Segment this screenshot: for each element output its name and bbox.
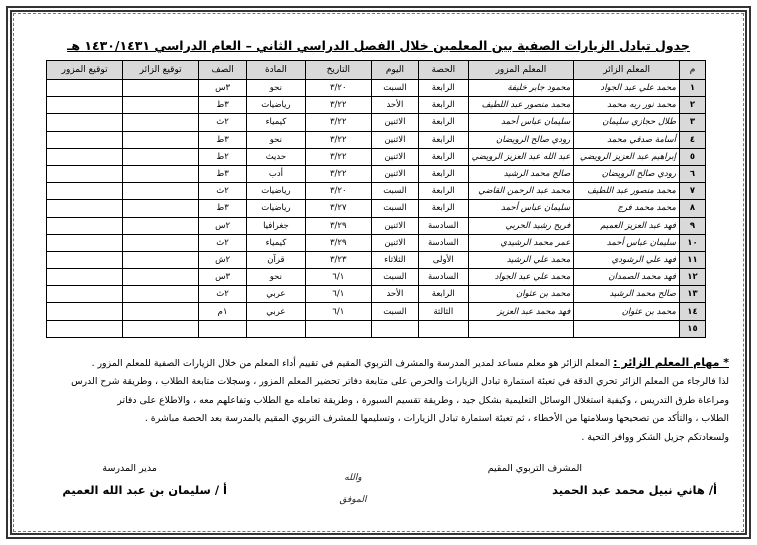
cell-visitor-signature xyxy=(123,269,199,286)
col-grade: الصف xyxy=(199,61,247,80)
cell-visited-signature xyxy=(47,234,123,251)
cell-n: ٤ xyxy=(679,131,705,148)
cell-grade: ٣ط xyxy=(199,165,247,182)
cell-visited-signature xyxy=(47,114,123,131)
table-row xyxy=(47,320,706,337)
cell-day: السبت xyxy=(371,183,418,200)
cell-date: ٣/٢٢ xyxy=(305,114,371,131)
cell-visitor-signature xyxy=(123,234,199,251)
cell-date: ٣/٢٩ xyxy=(305,234,371,251)
cell-subject: عربي xyxy=(247,303,305,320)
cell-subject: رياضيات xyxy=(247,200,305,217)
cell-n: ١٥ xyxy=(679,320,705,337)
cell-visited: عمر محمد الرشيدي xyxy=(468,234,574,251)
cell-visited-signature xyxy=(47,200,123,217)
supervisor-role: المشرف التربوي المقيم xyxy=(487,463,582,474)
col-day: اليوم xyxy=(371,61,418,80)
cell-grade: ١م xyxy=(199,303,247,320)
cell-date: ٣/٢٢ xyxy=(305,131,371,148)
cell-visited: محمد عبد الرحمن القاضي xyxy=(468,183,574,200)
table-row xyxy=(47,269,706,286)
cell-visited: فهد محمد عبد العزيز xyxy=(468,303,574,320)
cell-n: ٨ xyxy=(679,200,705,217)
cell-grade: ٣س xyxy=(199,269,247,286)
cell-period: الرابعة xyxy=(418,148,468,165)
cell-visited-signature xyxy=(47,320,123,337)
cell-period: السادسة xyxy=(418,269,468,286)
cell-visited: محمد علي عبد الجواد xyxy=(468,269,574,286)
cell-visited-signature xyxy=(47,251,123,268)
col-visited-signature: توقيع المزور xyxy=(47,61,123,80)
cell-n: ١٣ xyxy=(679,286,705,303)
cell-subject xyxy=(247,320,305,337)
cell-day: الأحد xyxy=(371,286,418,303)
cell-grade: ٢ث xyxy=(199,286,247,303)
cell-visitor-signature xyxy=(123,97,199,114)
cell-period: الرابعة xyxy=(418,165,468,182)
cell-visited: سليمان عباس أحمد xyxy=(468,200,574,217)
cell-visited: محمد بن عثوان xyxy=(468,286,574,303)
cell-visited-signature xyxy=(47,303,123,320)
cell-subject: جغرافيا xyxy=(247,217,305,234)
table-row xyxy=(47,183,706,200)
cell-grade: ٣ط xyxy=(199,200,247,217)
cell-subject: رياضيات xyxy=(247,183,305,200)
cell-visitor: فهد محمد الصمدان xyxy=(574,269,680,286)
cell-day: الاثنين xyxy=(371,131,418,148)
cell-visitor: فهد علي الرشودي xyxy=(574,251,680,268)
notes-line: الطلاب ، والتأكد من تصحيحها وسلامتها من الأخطاء ، ثم تعبئة استمارة تبادل الزيارات ، وتسليمها للمشرف التربوي المقيم بالمدرسة بعد الحصة مباشرة . xyxy=(144,413,729,425)
cell-visitor-signature xyxy=(123,148,199,165)
cell-subject: عربي xyxy=(247,286,305,303)
cell-date xyxy=(305,320,371,337)
cell-day: الأحد xyxy=(371,97,418,114)
cell-grade: ٣ط xyxy=(199,97,247,114)
table-header-row xyxy=(47,61,706,80)
cell-n: ٣ xyxy=(679,114,705,131)
cell-visitor-signature xyxy=(123,80,199,97)
cell-n: ١٤ xyxy=(679,303,705,320)
table-row xyxy=(47,165,706,182)
cell-period: الرابعة xyxy=(418,131,468,148)
cell-date: ٣/٢٢ xyxy=(305,165,371,182)
cell-visitor: أسامة صدقي محمد xyxy=(574,131,680,148)
cell-day: الثلاثاء xyxy=(371,251,418,268)
cell-date: ٣/٢٧ xyxy=(305,200,371,217)
cell-subject: أدب xyxy=(247,165,305,182)
notes-section xyxy=(26,354,729,447)
cell-period xyxy=(418,320,468,337)
cell-date: ٣/٢٠ xyxy=(305,183,371,200)
cell-visitor: رودي صالح الرويضان xyxy=(574,165,680,182)
table-row xyxy=(47,217,706,234)
cell-subject: قرآن xyxy=(247,251,305,268)
cell-period: الرابعة xyxy=(418,200,468,217)
cell-grade: ٢ث xyxy=(199,183,247,200)
cell-day: السبت xyxy=(371,303,418,320)
stamp: والله الموفق xyxy=(339,473,367,505)
cell-n: ٧ xyxy=(679,183,705,200)
principal-role: مدير المدرسة xyxy=(102,463,157,474)
cell-n: ٩ xyxy=(679,217,705,234)
table-row xyxy=(47,286,706,303)
cell-n: ٥ xyxy=(679,148,705,165)
cell-day: الاثنين xyxy=(371,234,418,251)
cell-day: الاثنين xyxy=(371,165,418,182)
cell-n: ٦ xyxy=(679,165,705,182)
cell-visited: محمد منصور عبد اللطيف xyxy=(468,97,574,114)
notes-line: ومراعاة طرق التدريس ، وكيفية استغلال الوسائل التعليمية بشكل جيد ، وطريقة تقسيم السبورة ، وطريقة تعامله مع الطلاب وتفاعلهم معه ، والاطلاع على دفاتر xyxy=(117,394,729,406)
cell-visited: عبد الله عبد العزيز الرويضي xyxy=(468,148,574,165)
cell-date: ٣/٢٢ xyxy=(305,97,371,114)
table-row xyxy=(47,131,706,148)
col-visitor-signature: توقيع الزائر xyxy=(123,61,199,80)
table-row xyxy=(47,251,706,268)
cell-grade: ٢س xyxy=(199,217,247,234)
cell-n: ١٠ xyxy=(679,234,705,251)
col-period: الحصة xyxy=(418,61,468,80)
cell-visitor-signature xyxy=(123,183,199,200)
cell-visitor: طلال حجازي سليمان xyxy=(574,114,680,131)
cell-visitor-signature xyxy=(123,114,199,131)
cell-visited-signature xyxy=(47,269,123,286)
cell-visited-signature xyxy=(47,131,123,148)
cell-visited-signature xyxy=(47,286,123,303)
cell-grade: ٢ش xyxy=(199,251,247,268)
cell-subject: رياضيات xyxy=(247,97,305,114)
cell-visitor-signature xyxy=(123,165,199,182)
cell-visitor: إبراهيم عبد العزيز الرويضي xyxy=(574,148,680,165)
cell-day: السبت xyxy=(371,80,418,97)
cell-date: ٣/٢٢ xyxy=(305,148,371,165)
cell-visited-signature xyxy=(47,217,123,234)
cell-visitor: فهد عبد العزيز العميم xyxy=(574,217,680,234)
table-row xyxy=(47,303,706,320)
cell-visitor-signature xyxy=(123,251,199,268)
cell-visited-signature xyxy=(47,80,123,97)
cell-visited: محمود جابر خليفة xyxy=(468,80,574,97)
cell-visited: رودي صالح الرويضان xyxy=(468,131,574,148)
notes-closing: ولسعادتكم جزيل الشكر ووافر التحية . xyxy=(581,431,729,443)
cell-visited: سليمان عباس أحمد xyxy=(468,114,574,131)
cell-date: ٣/٢٣ xyxy=(305,251,371,268)
cell-period: الأولى xyxy=(418,251,468,268)
notes-heading: * مهام المعلم الزائر : xyxy=(613,356,729,369)
visits-table xyxy=(46,60,706,338)
cell-grade: ٣س xyxy=(199,80,247,97)
cell-visitor: صالح محمد الرشيد xyxy=(574,286,680,303)
notes-line: المعلم الزائر هو معلم مساعد لمدير المدرسة والمشرف التربوي المقيم في تقييم أداء المعلم من خلال الزيارات الصفية للمعلم المزور . xyxy=(91,358,611,369)
cell-grade: ٢ث xyxy=(199,114,247,131)
cell-visited-signature xyxy=(47,165,123,182)
cell-grade: ٢ث xyxy=(199,234,247,251)
cell-n: ١ xyxy=(679,80,705,97)
cell-period: السادسة xyxy=(418,234,468,251)
cell-n: ١٢ xyxy=(679,269,705,286)
cell-subject: نحو xyxy=(247,269,305,286)
cell-n: ١١ xyxy=(679,251,705,268)
table-row xyxy=(47,200,706,217)
cell-visited: صالح محمد الرشيد xyxy=(468,165,574,182)
cell-date: ٣/٢٩ xyxy=(305,217,371,234)
cell-visitor: محمد منصور عبد اللطيف xyxy=(574,183,680,200)
cell-visited-signature xyxy=(47,148,123,165)
cell-day xyxy=(371,320,418,337)
table-row xyxy=(47,114,706,131)
table-row xyxy=(47,234,706,251)
cell-visited-signature xyxy=(47,183,123,200)
cell-grade: ٢ط xyxy=(199,148,247,165)
table-row xyxy=(47,148,706,165)
cell-period: الرابعة xyxy=(418,114,468,131)
cell-grade xyxy=(199,320,247,337)
cell-period: الرابعة xyxy=(418,286,468,303)
cell-date: ٦/١ xyxy=(305,286,371,303)
col-subject: المادة xyxy=(247,61,305,80)
cell-visitor-signature xyxy=(123,286,199,303)
cell-grade: ٣ط xyxy=(199,131,247,148)
cell-visitor: محمد علي عبد الجواد xyxy=(574,80,680,97)
cell-visitor xyxy=(574,320,680,337)
cell-period: الرابعة xyxy=(418,97,468,114)
table-row xyxy=(47,97,706,114)
cell-date: ٦/١ xyxy=(305,303,371,320)
cell-visitor: سليمان عباس أحمد xyxy=(574,234,680,251)
cell-subject: نحو xyxy=(247,131,305,148)
col-date: التاريخ xyxy=(305,61,371,80)
col-visited: المعلم المزور xyxy=(468,61,574,80)
cell-day: السبت xyxy=(371,200,418,217)
cell-date: ٣/٢٠ xyxy=(305,80,371,97)
cell-subject: كيمياء xyxy=(247,114,305,131)
table-row xyxy=(47,80,706,97)
cell-visitor: محمد نور ربه محمد xyxy=(574,97,680,114)
cell-visitor-signature xyxy=(123,200,199,217)
cell-visited-signature xyxy=(47,97,123,114)
cell-period: الثالثة xyxy=(418,303,468,320)
principal-name: أ / سليمان بن عبد الله العميم xyxy=(62,483,227,497)
cell-date: ٦/١ xyxy=(305,269,371,286)
cell-subject: كيمياء xyxy=(247,234,305,251)
cell-visited xyxy=(468,320,574,337)
col-number: م xyxy=(679,61,705,80)
cell-period: الرابعة xyxy=(418,183,468,200)
cell-visitor: محمد محمد فرج xyxy=(574,200,680,217)
cell-visited: فريح رشيد الحربي xyxy=(468,217,574,234)
col-visitor: المعلم الزائر xyxy=(574,61,680,80)
cell-day: الاثنين xyxy=(371,217,418,234)
cell-day: الاثنين xyxy=(371,148,418,165)
cell-visitor-signature xyxy=(123,217,199,234)
cell-subject: حديث xyxy=(247,148,305,165)
cell-day: الاثنين xyxy=(371,114,418,131)
cell-subject: نحو xyxy=(247,80,305,97)
supervisor-name: أ/ هاني نبيل محمد عبد الحميد xyxy=(552,483,717,497)
cell-day: السبت xyxy=(371,269,418,286)
cell-visitor-signature xyxy=(123,131,199,148)
cell-period: الرابعة xyxy=(418,80,468,97)
cell-visited: محمد علي الرشيد xyxy=(468,251,574,268)
cell-n: ٢ xyxy=(679,97,705,114)
cell-visitor-signature xyxy=(123,303,199,320)
cell-period: السادسة xyxy=(418,217,468,234)
page-title: جدول تبادل الزيارات الصفية بين المعلمين خلال الفصل الدراسي الثاني – العام الدراسي ١٤٣٠/١٤٣١ هـ xyxy=(67,38,690,53)
cell-visitor-signature xyxy=(123,320,199,337)
cell-visitor: محمد بن عثوان xyxy=(574,303,680,320)
notes-line: لذا فالرجاء من المعلم الزائر تحري الدقة في تعبئة استمارة تبادل الزيارات والحرص على متابعة دفاتر تحضير المعلم المزور ، وسجلات متابعة الطلاب ، وطريقة شرح الدرس xyxy=(71,376,729,388)
